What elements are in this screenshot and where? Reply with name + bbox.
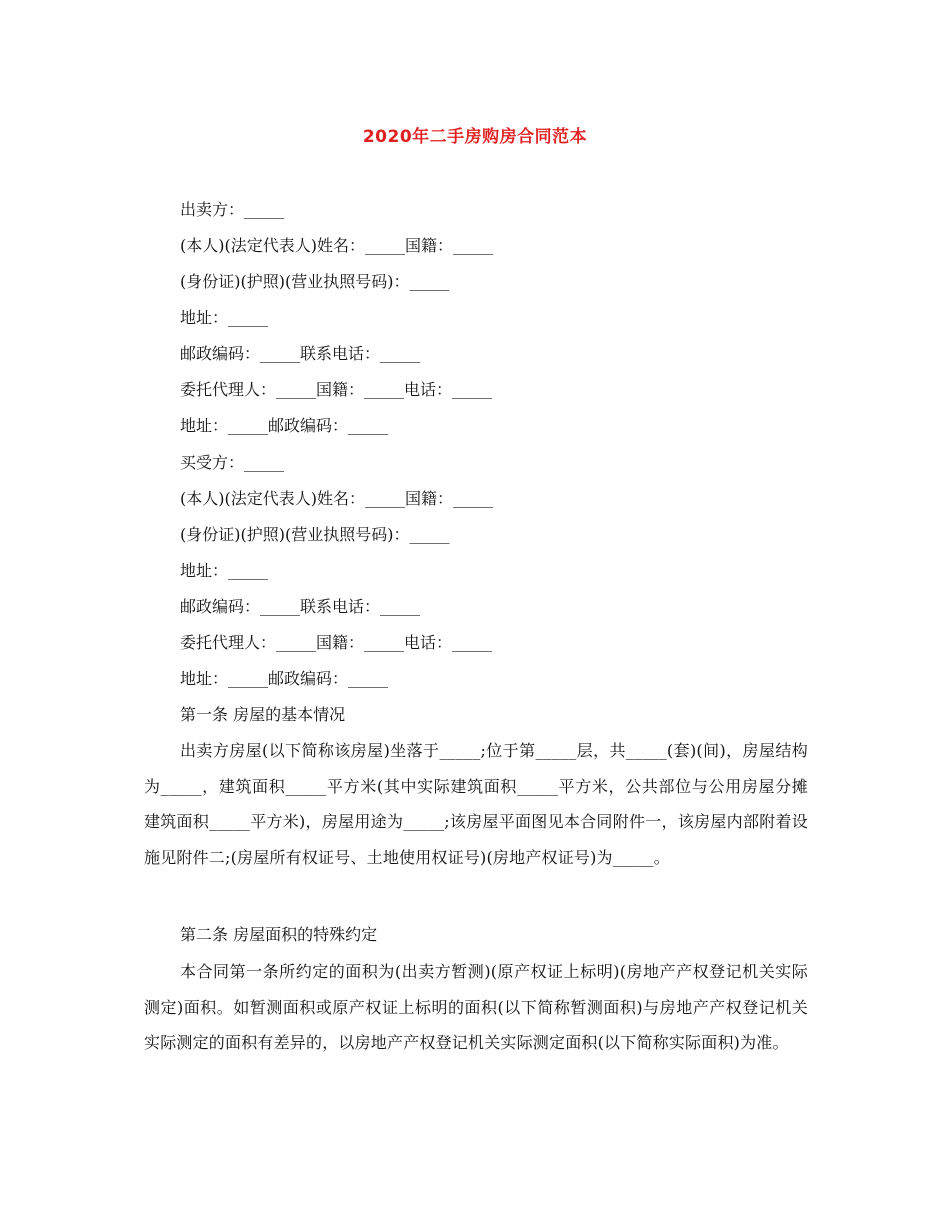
- document-title: 2020年二手房购房合同范本: [362, 127, 588, 147]
- buyer-postcode-phone-line: 邮政编码：_____联系电话：_____: [180, 597, 421, 616]
- buyer-address-line: 地址：_____: [180, 561, 269, 580]
- buyer-name-line: (本人)(法定代表人)姓名：_____国籍：_____: [180, 489, 493, 508]
- buyer-agent-address-line: 地址：_____邮政编码：_____: [180, 669, 389, 688]
- article-1-body: 出卖方房屋(以下简称该房屋)坐落于_____;位于第_____层，共_____(套)(间)，房屋结构为_____，建筑面积_____平方米(其中实际建筑面积_____平方米，公共部位与公用房屋分摊建筑面积_____平方米)，房屋用途为_____;该房屋平面图见本合同附件一，该房屋内部附着设施见附件二;(房屋所有权证号、土地使用权证号)(房地产权证号)为_____。: [144, 741, 808, 867]
- seller-name-line: (本人)(法定代表人)姓名：_____国籍：_____: [180, 236, 493, 255]
- buyer-id-line: (身份证)(护照)(营业执照号码)：_____: [180, 525, 450, 544]
- seller-id-line: (身份证)(护照)(营业执照号码)：_____: [180, 272, 450, 291]
- buyer-party-line: 买受方：_____: [180, 453, 285, 472]
- article-2-heading: 第二条 房屋面积的特殊约定: [180, 925, 378, 944]
- seller-party-line: 出卖方：_____: [180, 200, 285, 219]
- seller-agent-address-line: 地址：_____邮政编码：_____: [180, 416, 389, 435]
- seller-agent-line: 委托代理人：_____国籍：_____电话：_____: [180, 380, 493, 399]
- seller-address-line: 地址：_____: [180, 308, 269, 327]
- article-1-heading: 第一条 房屋的基本情况: [180, 705, 346, 724]
- buyer-agent-line: 委托代理人：_____国籍：_____电话：_____: [180, 633, 493, 652]
- seller-postcode-phone-line: 邮政编码：_____联系电话：_____: [180, 344, 421, 363]
- article-2-body: 本合同第一条所约定的面积为(出卖方暂测)(原产权证上标明)(房地产产权登记机关实际测定)面积。如暂测面积或原产权证上标明的面积(以下简称暂测面积)与房地产产权登记机关实际测定的面积有差异的，以房地产产权登记机关实际测定面积(以下简称实际面积)为准。: [144, 962, 808, 1052]
